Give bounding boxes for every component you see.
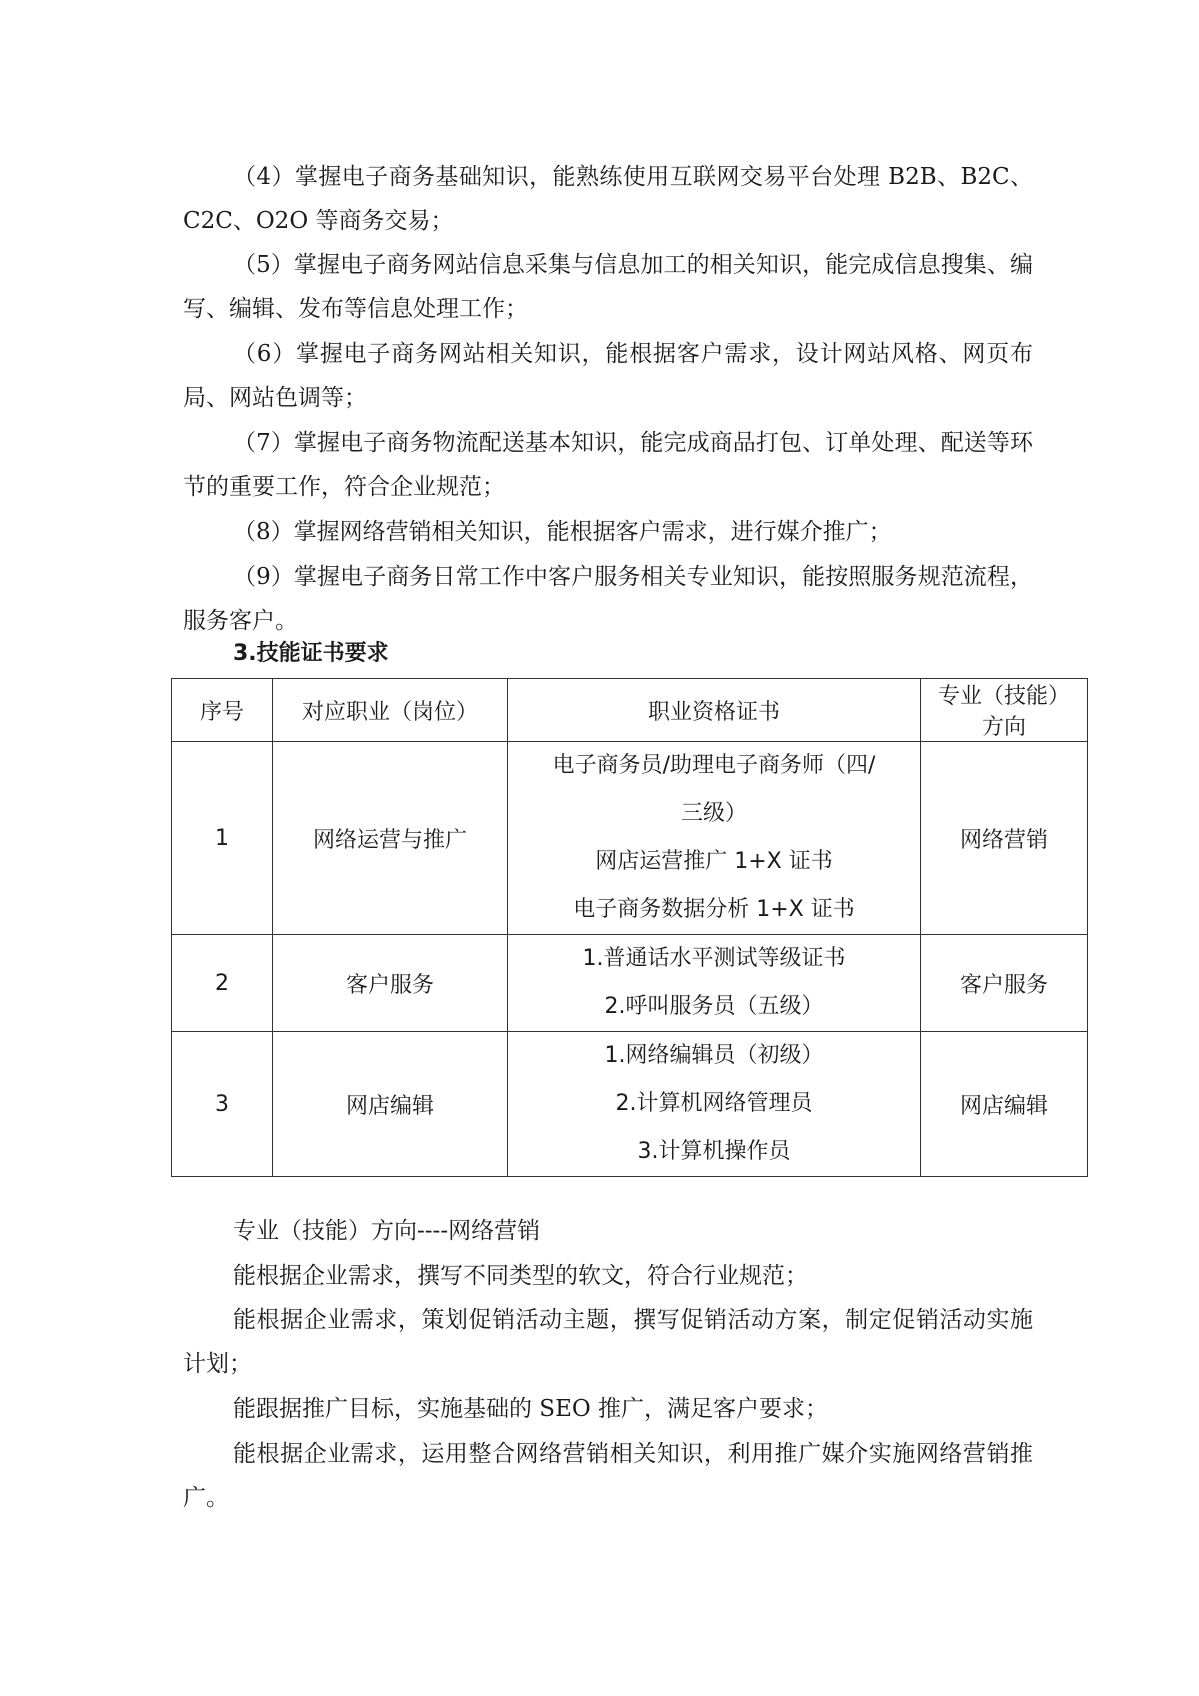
cell-job: 客户服务 — [273, 935, 508, 1032]
cell-job: 网络运营与推广 — [273, 742, 508, 935]
direction-item: 能根据企业需求，策划促销活动主题，撰写促销活动方案，制定促销活动实施计划； — [183, 1307, 1033, 1377]
certificate-line: 3.计算机操作员 — [637, 1139, 791, 1164]
table-row — [172, 935, 1088, 1032]
direction-item: 能跟据推广目标，实施基础的 SEO 推广，满足客户要求； — [233, 1396, 829, 1422]
certificate-table — [171, 678, 1088, 1177]
cell-certificates — [508, 742, 921, 935]
cell-job: 网店编辑 — [273, 1032, 508, 1177]
section-heading: 3.技能证书要求 — [233, 641, 389, 666]
certificate-line: 2.呼叫服务员（五级） — [604, 994, 824, 1019]
header-no: 序号 — [172, 679, 273, 742]
cell-direction: 网络营销 — [921, 742, 1088, 935]
cell-direction: 客户服务 — [921, 935, 1088, 1032]
direction-item: 能根据企业需求，撰写不同类型的软文，符合行业规范； — [233, 1263, 808, 1289]
table-row — [172, 1032, 1088, 1177]
paragraph-4: （4）掌握电子商务基础知识，能熟练使用互联网交易平台处理 B2B、B2C、C2C、O2O 等商务交易； — [183, 164, 1033, 234]
paragraph-8: （8）掌握网络营销相关知识，能根据客户需求，进行媒介推广； — [233, 519, 892, 545]
cell-no: 1 — [172, 742, 273, 935]
table-header-row — [172, 679, 1088, 742]
header-certificate: 职业资格证书 — [508, 679, 921, 742]
paragraph-7: （7）掌握电子商务物流配送基本知识，能完成商品打包、订单处理、配送等环节的重要工作，符合企业规范； — [183, 430, 1033, 500]
certificate-line: 三级） — [680, 801, 747, 826]
certificate-line: 1.网络编辑员（初级） — [604, 1043, 824, 1068]
certificate-line: 网店运营推广 1+X 证书 — [595, 849, 833, 874]
direction-item: 能根据企业需求，运用整合网络营销相关知识，利用推广媒介实施网络营销推广。 — [183, 1441, 1033, 1511]
paragraph-5: （5）掌握电子商务网站信息采集与信息加工的相关知识，能完成信息搜集、编写、编辑、发布等信息处理工作； — [183, 252, 1033, 322]
table-row — [172, 742, 1088, 935]
certificate-line: 电子商务数据分析 1+X 证书 — [573, 897, 855, 922]
cell-direction: 网店编辑 — [921, 1032, 1088, 1177]
header-job: 对应职业（岗位） — [273, 679, 508, 742]
direction-heading: 专业（技能）方向----网络营销 — [233, 1218, 541, 1244]
cell-no: 2 — [172, 935, 273, 1032]
certificate-line: 1.普通话水平测试等级证书 — [582, 946, 846, 971]
paragraph-6: （6）掌握电子商务网站相关知识，能根据客户需求，设计网站风格、网页布局、网站色调等； — [183, 341, 1033, 411]
cell-no: 3 — [172, 1032, 273, 1177]
cell-certificates — [508, 935, 921, 1032]
paragraph-9: （9）掌握电子商务日常工作中客户服务相关专业知识，能按照服务规范流程，服务客户。 — [183, 564, 1033, 634]
certificate-line: 电子商务员/助理电子商务师（四/ — [552, 753, 876, 778]
header-direction: 专业（技能）方向 — [921, 679, 1088, 742]
cell-certificates — [508, 1032, 921, 1177]
certificate-line: 2.计算机网络管理员 — [615, 1091, 813, 1116]
